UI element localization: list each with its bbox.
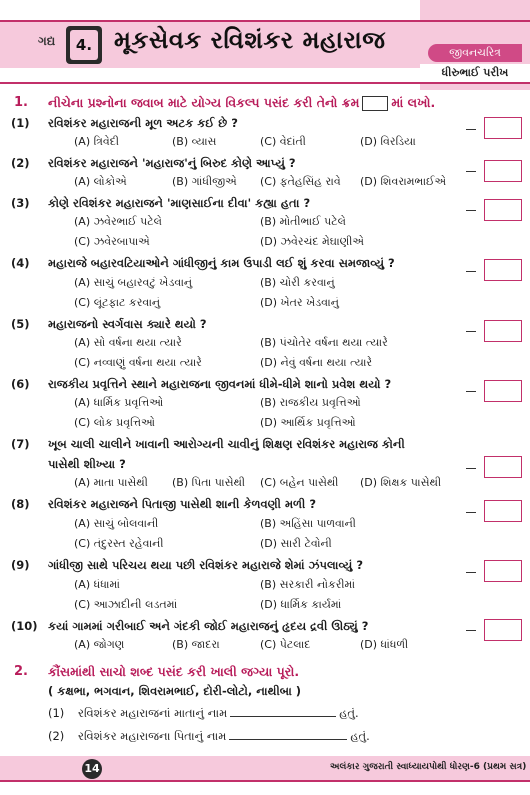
question-9-option-a[interactable]: (A) ધંધામાં (74, 578, 120, 591)
question-2-text: રવિશંકર મહારાજને 'મહારાજ'નું બિરુદ કોણે આપ્યું ? (48, 156, 296, 170)
word-bank: ( કક્ષભા, ભગવાન, શિવરામભાઈ, દોરી-લોટો, નાથીબા ) (48, 684, 302, 698)
question-5-text: મહારાજનો સ્વર્ગવાસ ક્યારે થયો ? (48, 317, 207, 331)
question-10-dash (466, 630, 476, 631)
fill-blank-2-number: (2) (48, 729, 65, 743)
question-6-text: રાજકીય પ્રવૃત્તિને સ્થાને મહારાજના જીવનમાં ધીમે-ધીમે શાનો પ્રવેશ થયો ? (48, 377, 392, 391)
footer-book-title: અલંકાર ગુજરાતી સ્વાધ્યાયપોથી ધોરણ-6 (પ્રથમ સત્ર) (330, 762, 527, 772)
question-7-option-d[interactable]: (D) શિક્ષક પાસેથી (360, 476, 442, 489)
question-3-text: કોણે રવિશંકર મહારાજને 'માણસાઈના દીવા' કહ્યા હતા ? (48, 196, 311, 210)
question-9-number: (9) (11, 558, 30, 572)
question-2-dash (466, 171, 476, 172)
question-8-text: રવિશંકર મહારાજને પિતાજી પાસેથી શાની કેળવણી મળી ? (48, 497, 316, 511)
question-5-answer-box[interactable] (484, 320, 522, 342)
question-8-dash (466, 512, 476, 513)
question-3-dash (466, 210, 476, 211)
question-3-option-b[interactable]: (B) મોતીભાઈ પટેલે (260, 215, 346, 228)
section-label: ગદ્ય (38, 34, 56, 48)
question-2-option-c[interactable]: (C) ફતેહસિંહ રાવે (260, 175, 341, 188)
question-2-number: (2) (11, 156, 30, 170)
fill-blank-1-number: (1) (48, 706, 65, 720)
question-9-option-c[interactable]: (C) આઝાદીની લડતમાં (74, 598, 178, 611)
question-5-option-b[interactable]: (B) પંચોતેર વર્ષના થયા ત્યારે (260, 336, 388, 349)
header-bottom-line (0, 82, 530, 84)
question-4-text: મહારાજે બહારવટિયાઓને ગાંધીજીનું કામ ઉપાડી લઈ શું કરવા સમજાવ્યું ? (48, 256, 395, 270)
section-2-instruction: કૌંસમાંથી સાચો શબ્દ પસંદ કરી ખાલી જગ્યા પૂરો. (48, 664, 300, 679)
section-1-number: 1. (14, 95, 28, 110)
question-10-text: કયાં ગામમાં ગરીબાઈ અને ગંદકી જોઈ મહારાજનું હૃદય દ્રવી ઊઠ્યું ? (48, 619, 369, 633)
fill-blank-1-line[interactable] (230, 716, 336, 717)
question-7-option-a[interactable]: (A) માતા પાસેથી (74, 476, 148, 489)
fill-blank-1: રવિશંકર મહારાજનાં માતાનું નામ હતું. (78, 706, 359, 720)
section-2-number: 2. (14, 664, 28, 679)
fill-blank-2-line[interactable] (229, 739, 347, 740)
question-10-number: (10) (11, 619, 38, 633)
question-4-number: (4) (11, 256, 30, 270)
page-header (0, 0, 530, 84)
question-10-option-b[interactable]: (B) જાદરા (172, 638, 220, 651)
question-4-dash (466, 271, 476, 272)
question-7-text: ખૂબ ચાલી ચાલીને ખાવાની આરોગ્યની ચાવીનું શિક્ષણ રવિશંકર મહારાજ કોની (48, 437, 405, 451)
question-5-option-a[interactable]: (A) સો વર્ષના થયા ત્યારે (74, 336, 182, 349)
fill-blank-2: રવિશંકર મહારાજના પિતાનું નામ હતું. (78, 729, 370, 743)
question-10-option-a[interactable]: (A) જોગણ (74, 638, 125, 651)
question-4-option-a[interactable]: (A) સાચું બહારવટું ખેડવાનું (74, 276, 193, 289)
question-6-option-c[interactable]: (C) લોક પ્રવૃત્તિઓ (74, 416, 155, 429)
question-1-answer-box[interactable] (484, 117, 522, 139)
answer-box-sample (362, 96, 388, 111)
question-8-option-b[interactable]: (B) અહિંસા પાળવાની (260, 517, 356, 530)
question-3-option-c[interactable]: (C) ઝવેરબાપાએ (74, 235, 150, 248)
question-6-option-b[interactable]: (B) રાજકીય પ્રવૃત્તિઓ (260, 396, 361, 409)
question-8-number: (8) (11, 497, 30, 511)
question-4-option-d[interactable]: (D) ખેતર ખેડવાનું (260, 296, 339, 309)
question-6-answer-box[interactable] (484, 380, 522, 402)
question-6-dash (466, 391, 476, 392)
question-6-number: (6) (11, 377, 30, 391)
question-7-text-line2: પાસેથી શીખ્યા ? (48, 457, 126, 471)
question-9-dash (466, 572, 476, 573)
question-1-option-b[interactable]: (B) વ્યાસ (172, 135, 217, 148)
question-1-option-d[interactable]: (D) વિરડિયા (360, 135, 416, 148)
question-1-option-a[interactable]: (A) ત્રિવેદી (74, 135, 120, 148)
question-3-number: (3) (11, 196, 30, 210)
question-9-text: ગાંધીજી સાથે પરિચય થયા પછી રવિશંકર મહારાજે શેમાં ઝંપલાવ્યું ? (48, 558, 363, 572)
question-6-option-a[interactable]: (A) ધાર્મિક પ્રવૃત્તિઓ (74, 396, 164, 409)
question-7-option-c[interactable]: (C) બહેન પાસેથી (260, 476, 339, 489)
question-10-answer-box[interactable] (484, 619, 522, 641)
question-5-option-d[interactable]: (D) નેવું વર્ષના થયા ત્યારે (260, 356, 373, 369)
page-number: 14 (82, 759, 102, 779)
question-5-dash (466, 331, 476, 332)
question-2-answer-box[interactable] (484, 160, 522, 182)
question-5-option-c[interactable]: (C) નવ્વાણું વર્ષના થયા ત્યારે (74, 356, 202, 369)
question-7-option-b[interactable]: (B) પિતા પાસેથી (172, 476, 246, 489)
question-4-option-b[interactable]: (B) ચોરી કરવાનું (260, 276, 335, 289)
question-1-number: (1) (11, 116, 30, 130)
question-2-option-a[interactable]: (A) લોકોએ (74, 175, 127, 188)
question-1-option-c[interactable]: (C) વેદાંતી (260, 135, 306, 148)
question-6-option-d[interactable]: (D) આર્થિક પ્રવૃત્તિઓ (260, 416, 356, 429)
question-9-option-d[interactable]: (D) ધાર્મિક કાર્યમાં (260, 598, 342, 611)
question-1-dash (466, 129, 476, 130)
question-2-option-d[interactable]: (D) શિવરામભાઈએ (360, 175, 447, 188)
question-2-option-b[interactable]: (B) ગાંધીજીએ (172, 175, 237, 188)
question-8-option-a[interactable]: (A) સાચું બોલવાની (74, 517, 159, 530)
question-10-option-c[interactable]: (C) પેટલાદ (260, 638, 311, 651)
genre-badge: જીવનચરિત્ર (428, 44, 522, 62)
question-4-answer-box[interactable] (484, 259, 522, 281)
question-4-option-c[interactable]: (C) લૂંટફાટ કરવાનું (74, 296, 161, 309)
question-7-dash (466, 468, 476, 469)
question-5-number: (5) (11, 317, 30, 331)
chapter-number: 4. (70, 30, 98, 60)
question-9-option-b[interactable]: (B) સરકારી નોકરીમાં (260, 578, 356, 591)
header-top-line (0, 20, 530, 22)
question-8-answer-box[interactable] (484, 500, 522, 522)
question-8-option-d[interactable]: (D) સારી ટેવોની (260, 537, 332, 550)
question-7-number: (7) (11, 437, 30, 451)
question-3-option-d[interactable]: (D) ઝવેરચંદ મેઘાણીએ (260, 235, 365, 248)
author-name: ધીરુભાઈ પરીખ (420, 64, 530, 82)
footer-line (0, 780, 530, 782)
question-10-option-d[interactable]: (D) ધાંધળી (360, 638, 409, 651)
question-7-answer-box[interactable] (484, 456, 522, 478)
chapter-title: મૂકસેવક રવિશંકર મહારાજ (114, 26, 386, 54)
question-8-option-c[interactable]: (C) તંદુરસ્ત રહેવાની (74, 537, 164, 550)
question-3-answer-box[interactable] (484, 199, 522, 221)
question-1-text: રવિશંકર મહારાજની મૂળ અટક કઈ છે ? (48, 116, 238, 130)
question-9-answer-box[interactable] (484, 560, 522, 582)
question-3-option-a[interactable]: (A) ઝવેરભાઈ પટેલે (74, 215, 162, 228)
section-1-instruction: નીચેના પ્રશ્નોના જવાબ માટે યોગ્ય વિકલ્પ પસંદ કરી તેનો ક્રમ માં લખો. (48, 95, 436, 110)
